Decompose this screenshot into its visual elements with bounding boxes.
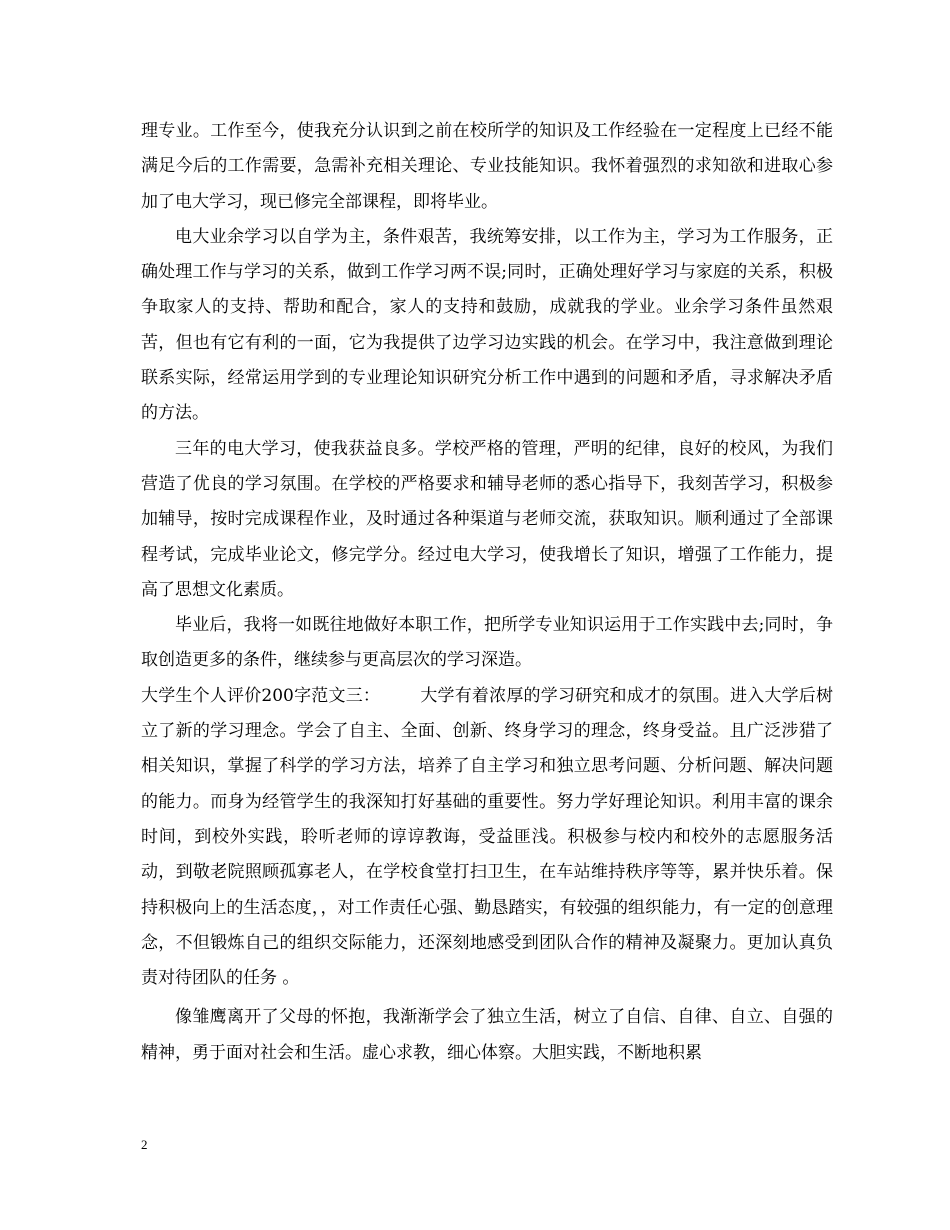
paragraph-3: 三年的电大学习，使我获益良多。学校严格的管理，严明的纪律，良好的校风，为我们营造了优良的学习氛围。在学校的严格要求和辅导老师的悉心指导下，我刻苦学习，积极参加辅导，按时完成课程作业，及时通过各种渠道与老师交流，获取知识。顺利通过了全部课程考试，完成毕业论文，修完学分。经过电大学习，使我增长了知识，增强了工作能力，提高了思想文化素质。 xyxy=(141,438,833,600)
page-number: 2 xyxy=(141,1137,148,1152)
paragraph-2: 电大业余学习以自学为主，条件艰苦，我统筹安排，以工作为主，学习为工作服务，正确处理工作与学习的关系，做到工作学习两不误;同时，正确处理好学习与家庭的关系，积极争取家人的支持、帮助和配合，家人的支持和鼓励，成就我的学业。业余学习条件虽然艰苦，但也有它有利的一面，它为我提供了边学习边实践的机会。在学习中，我注意做到理论联系实际，经常运用学到的专业理论知识研究分析工作中遇到的问题和矛盾，寻求解决矛盾的方法。 xyxy=(141,226,833,424)
paragraph-1: 理专业。工作至今，使我充分认识到之前在校所学的知识及工作经验在一定程度上已经不能满足今后的工作需要，急需补充相关理论、专业技能知识。我怀着强烈的求知欲和进取心参加了电大学习，现已修完全部课程，即将毕业。 xyxy=(141,121,833,212)
section-paragraph xyxy=(141,679,833,997)
section-heading: 大学生个人评价200字范文三： xyxy=(141,685,381,706)
paragraph-4: 毕业后，我将一如既往地做好本职工作，把所学专业知识运用于工作实践中去;同时，争取创造更多的条件，继续参与更高层次的学习深造。 xyxy=(141,615,833,671)
section-text: 大学有着浓厚的学习研究和成才的氛围。进入大学后树立了新的学习理念。学会了自主、全面、创新、终身学习的理念，终身受益。且广泛涉猎了相关知识，掌握了科学的学习方法，培养了自主学习和独立思考问题、分析问题、解决问题的能力。而身为经管学生的我深知打好基础的重要性。努力学好理论知识。利用丰富的课余时间，到校外实践，聆听老师的谆谆教诲，受益匪浅。积极参与校内和校外的志愿服务活动，到敬老院照顾孤寡老人，在学校食堂打扫卫生，在车站维持秩序等等，累并快乐着。保持积极向上的生活态度，，对工作责任心强、勤恳踏实，有较强的组织能力，有一定的创意理念，不但锻炼自己的组织交际能力，还深刻地感受到团队合作的精神及凝聚力。更加认真负责对待团队的任务 。 xyxy=(141,685,834,989)
paragraph-6: 像雏鹰离开了父母的怀抱，我渐渐学会了独立生活，树立了自信、自律、自立、自强的精神，勇于面对社会和生活。虚心求教，细心体察。大胆实践，不断地积累 xyxy=(141,1007,833,1063)
document-body xyxy=(141,114,833,1071)
